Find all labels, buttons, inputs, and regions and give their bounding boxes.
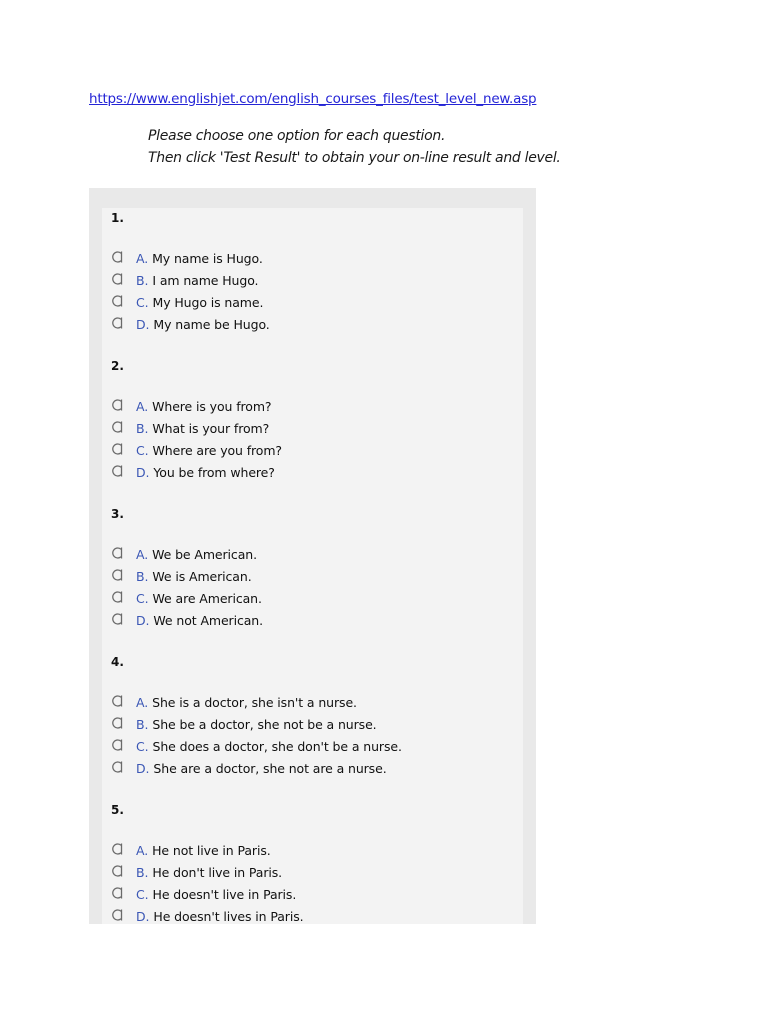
radio-button-icon[interactable] xyxy=(111,315,125,329)
option-4-b[interactable] xyxy=(111,717,511,737)
option-text: My name is Hugo. xyxy=(152,251,263,266)
option-4-d[interactable] xyxy=(111,761,511,781)
option-text: We is American. xyxy=(152,569,252,584)
radio-button-icon[interactable] xyxy=(111,759,125,773)
option-3-a[interactable] xyxy=(111,547,511,567)
option-label xyxy=(136,399,271,414)
option-label xyxy=(136,695,357,710)
option-letter: B. xyxy=(136,865,149,880)
option-3-d[interactable] xyxy=(111,613,511,633)
option-letter: B. xyxy=(136,569,149,584)
option-label xyxy=(136,569,252,584)
radio-button-icon[interactable] xyxy=(111,249,125,263)
option-label xyxy=(136,295,263,310)
option-letter: C. xyxy=(136,887,149,902)
option-letter: C. xyxy=(136,739,149,754)
option-label xyxy=(136,717,377,732)
question-number: 2. xyxy=(111,359,124,373)
option-text: She be a doctor, she not be a nurse. xyxy=(152,717,377,732)
radio-button-icon[interactable] xyxy=(111,567,125,581)
option-letter: C. xyxy=(136,591,149,606)
option-4-a[interactable] xyxy=(111,695,511,715)
quiz-panel xyxy=(89,188,536,924)
radio-button-icon[interactable] xyxy=(111,589,125,603)
option-text: She does a doctor, she don't be a nurse. xyxy=(152,739,402,754)
quiz-questions xyxy=(102,208,523,924)
option-letter: A. xyxy=(136,843,149,858)
radio-button-icon[interactable] xyxy=(111,715,125,729)
option-text: We not American. xyxy=(153,613,264,628)
option-letter: A. xyxy=(136,547,149,562)
instruction-line-1: Please choose one option for each question. xyxy=(148,128,446,144)
radio-button-icon[interactable] xyxy=(111,441,125,455)
option-letter: D. xyxy=(136,613,150,628)
option-label xyxy=(136,443,282,458)
option-label xyxy=(136,865,282,880)
question-number: 3. xyxy=(111,507,124,521)
option-letter: D. xyxy=(136,761,150,776)
radio-button-icon[interactable] xyxy=(111,463,125,477)
instruction-line-2: Then click 'Test Result' to obtain your on-line result and level. xyxy=(148,150,561,166)
radio-button-icon[interactable] xyxy=(111,611,125,625)
option-letter: B. xyxy=(136,717,149,732)
option-label xyxy=(136,887,296,902)
radio-button-icon[interactable] xyxy=(111,907,125,921)
radio-button-icon[interactable] xyxy=(111,841,125,855)
option-text: We be American. xyxy=(152,547,257,562)
option-letter: D. xyxy=(136,909,150,924)
option-label xyxy=(136,465,275,480)
option-text: She is a doctor, she isn't a nurse. xyxy=(152,695,357,710)
option-label xyxy=(136,613,263,628)
option-text: My name be Hugo. xyxy=(153,317,270,332)
option-2-d[interactable] xyxy=(111,465,511,485)
radio-button-icon[interactable] xyxy=(111,419,125,433)
option-label xyxy=(136,739,402,754)
instructions xyxy=(148,125,561,169)
option-label xyxy=(136,273,258,288)
option-text: We are American. xyxy=(152,591,262,606)
option-1-b[interactable] xyxy=(111,273,511,293)
question-number: 5. xyxy=(111,803,124,817)
option-letter: A. xyxy=(136,695,149,710)
option-text: He doesn't lives in Paris. xyxy=(153,909,304,924)
radio-button-icon[interactable] xyxy=(111,271,125,285)
radio-button-icon[interactable] xyxy=(111,737,125,751)
option-text: He doesn't live in Paris. xyxy=(152,887,297,902)
option-label xyxy=(136,909,304,924)
option-1-d[interactable] xyxy=(111,317,511,337)
radio-button-icon[interactable] xyxy=(111,397,125,411)
option-letter: B. xyxy=(136,421,149,436)
option-1-c[interactable] xyxy=(111,295,511,315)
option-text: Where is you from? xyxy=(152,399,272,414)
option-3-c[interactable] xyxy=(111,591,511,611)
option-letter: A. xyxy=(136,251,149,266)
option-2-c[interactable] xyxy=(111,443,511,463)
option-label xyxy=(136,761,387,776)
option-text: Where are you from? xyxy=(152,443,282,458)
question-number: 1. xyxy=(111,211,124,225)
option-text: I am name Hugo. xyxy=(152,273,259,288)
option-label xyxy=(136,591,262,606)
option-letter: C. xyxy=(136,443,149,458)
option-1-a[interactable] xyxy=(111,251,511,271)
option-label xyxy=(136,317,270,332)
radio-button-icon[interactable] xyxy=(111,545,125,559)
option-label xyxy=(136,421,269,436)
option-text: He not live in Paris. xyxy=(152,843,271,858)
question-number: 4. xyxy=(111,655,124,669)
option-2-b[interactable] xyxy=(111,421,511,441)
option-2-a[interactable] xyxy=(111,399,511,419)
option-letter: C. xyxy=(136,295,149,310)
option-letter: A. xyxy=(136,399,149,414)
option-label xyxy=(136,547,257,562)
radio-button-icon[interactable] xyxy=(111,293,125,307)
option-text: You be from where? xyxy=(153,465,275,480)
radio-button-icon[interactable] xyxy=(111,863,125,877)
radio-button-icon[interactable] xyxy=(111,693,125,707)
option-text: She are a doctor, she not are a nurse. xyxy=(153,761,387,776)
option-5-b[interactable] xyxy=(111,865,511,885)
option-5-c[interactable] xyxy=(111,887,511,907)
option-3-b[interactable] xyxy=(111,569,511,589)
option-letter: D. xyxy=(136,317,150,332)
option-5-d[interactable] xyxy=(111,909,511,929)
option-label xyxy=(136,251,263,266)
option-4-c[interactable] xyxy=(111,739,511,759)
option-letter: B. xyxy=(136,273,149,288)
option-label xyxy=(136,843,271,858)
option-text: He don't live in Paris. xyxy=(152,865,283,880)
option-text: My Hugo is name. xyxy=(152,295,264,310)
option-5-a[interactable] xyxy=(111,843,511,863)
option-text: What is your from? xyxy=(152,421,270,436)
option-letter: D. xyxy=(136,465,150,480)
radio-button-icon[interactable] xyxy=(111,885,125,899)
source-url-link[interactable]: https://www.englishjet.com/english_courses_files/test_level_new.asp xyxy=(89,91,537,107)
